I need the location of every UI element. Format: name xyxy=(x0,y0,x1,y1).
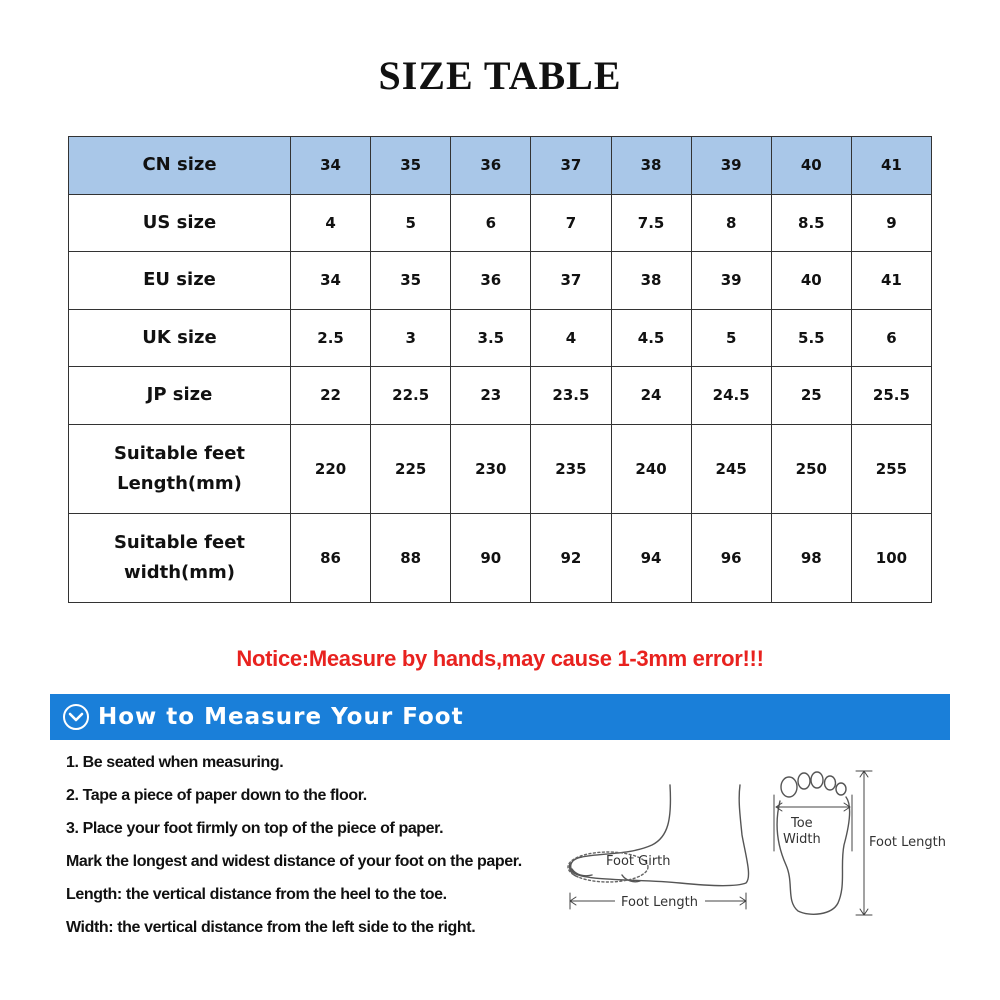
row-label-us-size: US size xyxy=(69,194,291,252)
table-cell: 8.5 xyxy=(771,194,851,252)
foot-side-view-icon xyxy=(568,785,749,909)
table-cell: 35 xyxy=(371,252,451,310)
page-title: SIZE TABLE xyxy=(378,53,622,98)
row-label-line: width(mm) xyxy=(123,561,236,583)
table-cell: 7.5 xyxy=(611,194,691,252)
list-item: Width: the vertical distance from the left side to the right. xyxy=(66,919,476,936)
table-cell: 41 xyxy=(851,137,931,195)
table-cell: 235 xyxy=(531,424,611,513)
table-cell: 9 xyxy=(851,194,931,252)
table-cell: 24 xyxy=(611,367,691,425)
table-cell: 40 xyxy=(771,137,851,195)
foot-girth-label: Foot Girth xyxy=(606,854,671,869)
section-title: How to Measure Your Foot xyxy=(98,704,464,730)
row-label-cn-size: CN size xyxy=(69,137,291,195)
size-table xyxy=(68,136,932,603)
row-label-jp-size: JP size xyxy=(69,367,291,425)
list-item: 1. Be seated when measuring. xyxy=(66,754,284,771)
table-cell: 37 xyxy=(531,252,611,310)
table-row-jp-size xyxy=(69,367,932,425)
table-cell: 220 xyxy=(291,424,371,513)
row-label-feet-length xyxy=(69,424,291,513)
table-cell: 36 xyxy=(451,137,531,195)
table-cell: 6 xyxy=(451,194,531,252)
measure-steps-list xyxy=(66,752,566,950)
table-cell: 2.5 xyxy=(291,309,371,367)
foot-length-label-top: Foot Length xyxy=(869,835,946,850)
row-label-line: Suitable feet xyxy=(113,442,246,464)
row-label-line: Length(mm) xyxy=(117,472,242,494)
table-cell: 6 xyxy=(851,309,931,367)
table-cell: 225 xyxy=(371,424,451,513)
table-cell: 34 xyxy=(291,252,371,310)
table-cell: 92 xyxy=(531,513,611,602)
table-row-eu-size xyxy=(69,252,932,310)
table-cell: 94 xyxy=(611,513,691,602)
table-cell: 24.5 xyxy=(691,367,771,425)
table-cell: 5 xyxy=(691,309,771,367)
list-item: 3. Place your foot firmly on top of the piece of paper. xyxy=(66,820,444,837)
table-cell: 5 xyxy=(371,194,451,252)
table-cell: 38 xyxy=(611,137,691,195)
table-cell: 23.5 xyxy=(531,367,611,425)
table-row-uk-size xyxy=(69,309,932,367)
list-item: 2. Tape a piece of paper down to the floor. xyxy=(66,787,367,804)
table-row-feet-width xyxy=(69,513,932,602)
table-cell: 3.5 xyxy=(451,309,531,367)
table-cell: 25.5 xyxy=(851,367,931,425)
table-cell: 36 xyxy=(451,252,531,310)
table-cell: 230 xyxy=(451,424,531,513)
chevron-down-circle-icon xyxy=(62,703,90,731)
foot-length-label-side: Foot Length xyxy=(621,895,698,910)
table-cell: 23 xyxy=(451,367,531,425)
table-row-us-size xyxy=(69,194,932,252)
toe-label: Toe xyxy=(791,816,813,831)
table-cell: 86 xyxy=(291,513,371,602)
table-cell: 22 xyxy=(291,367,371,425)
row-label-uk-size: UK size xyxy=(69,309,291,367)
table-cell: 25 xyxy=(771,367,851,425)
table-cell: 100 xyxy=(851,513,931,602)
table-cell: 240 xyxy=(611,424,691,513)
width-label: Width xyxy=(783,832,821,847)
table-cell: 39 xyxy=(691,137,771,195)
table-cell: 3 xyxy=(371,309,451,367)
table-cell: 4 xyxy=(531,309,611,367)
table-cell: 39 xyxy=(691,252,771,310)
table-cell: 250 xyxy=(771,424,851,513)
table-cell: 38 xyxy=(611,252,691,310)
table-cell: 34 xyxy=(291,137,371,195)
measurement-notice: Notice:Measure by hands,may cause 1-3mm error!!! xyxy=(236,646,764,671)
table-cell: 35 xyxy=(371,137,451,195)
table-cell: 255 xyxy=(851,424,931,513)
table-row-cn-size xyxy=(69,137,932,195)
row-label-feet-width xyxy=(69,513,291,602)
row-label-line: Suitable feet xyxy=(113,531,246,553)
table-cell: 4.5 xyxy=(611,309,691,367)
list-item: Length: the vertical distance from the heel to the toe. xyxy=(66,886,447,903)
table-cell: 4 xyxy=(291,194,371,252)
table-cell: 88 xyxy=(371,513,451,602)
table-cell: 5.5 xyxy=(771,309,851,367)
table-cell: 8 xyxy=(691,194,771,252)
table-cell: 40 xyxy=(771,252,851,310)
table-cell: 245 xyxy=(691,424,771,513)
table-cell: 37 xyxy=(531,137,611,195)
table-row-feet-length xyxy=(69,424,932,513)
table-cell: 98 xyxy=(771,513,851,602)
table-cell: 96 xyxy=(691,513,771,602)
table-cell: 41 xyxy=(851,252,931,310)
list-item: Mark the longest and widest distance of your foot on the paper. xyxy=(66,853,522,870)
table-cell: 90 xyxy=(451,513,531,602)
how-to-measure-banner xyxy=(50,694,950,740)
table-cell: 22.5 xyxy=(371,367,451,425)
foot-measure-diagram xyxy=(560,765,960,925)
row-label-eu-size: EU size xyxy=(69,252,291,310)
table-cell: 7 xyxy=(531,194,611,252)
